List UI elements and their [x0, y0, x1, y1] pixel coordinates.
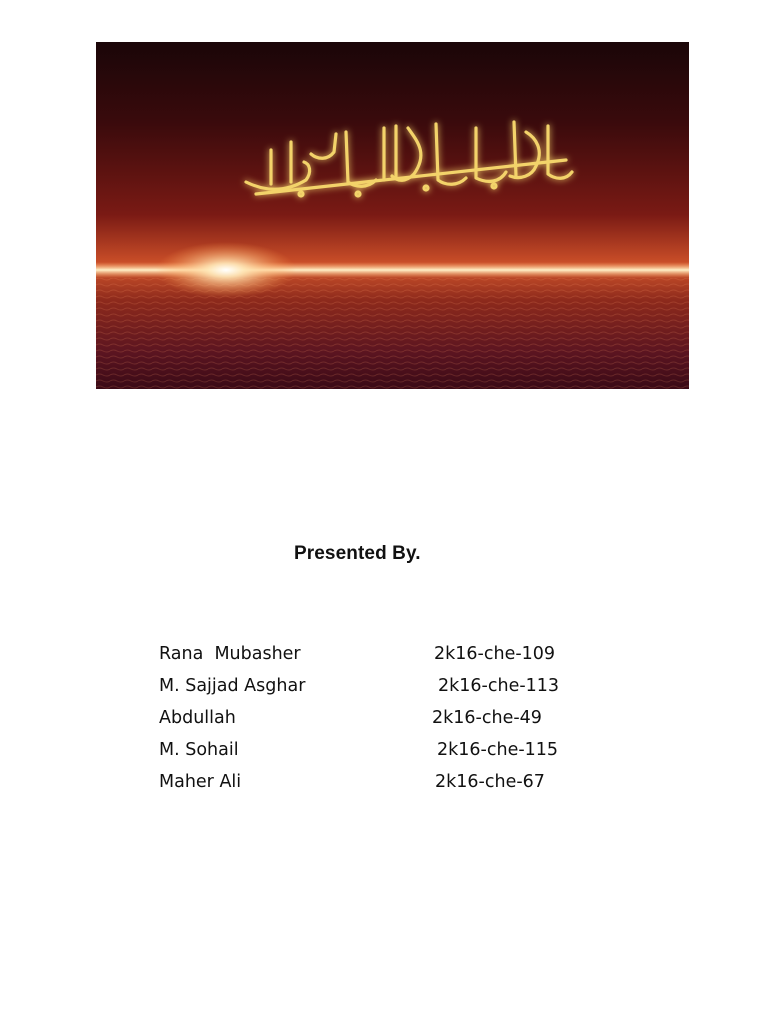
member-name: Abdullah: [159, 708, 236, 728]
member-roll-number: 2k16-che-113: [438, 676, 560, 696]
list-item: [159, 643, 619, 675]
list-item: [159, 707, 619, 739]
list-item: [159, 739, 619, 771]
member-name: M. Sohail: [159, 740, 239, 760]
list-item: [159, 675, 619, 707]
presenter-list: [159, 643, 619, 803]
member-name: M. Sajjad Asghar: [159, 676, 306, 696]
list-item: [159, 771, 619, 803]
sunset-sea-illustration: [96, 42, 689, 389]
presented-by-heading: Presented By.: [294, 543, 421, 564]
member-name: Maher Ali: [159, 772, 242, 792]
bismillah-banner-image: [96, 42, 689, 389]
member-roll-number: 2k16-che-49: [432, 708, 542, 728]
member-roll-number: 2k16-che-115: [437, 740, 559, 760]
member-roll-number: 2k16-che-67: [435, 772, 545, 792]
member-roll-number: 2k16-che-109: [434, 644, 556, 664]
member-name: Rana Mubasher: [159, 644, 301, 664]
